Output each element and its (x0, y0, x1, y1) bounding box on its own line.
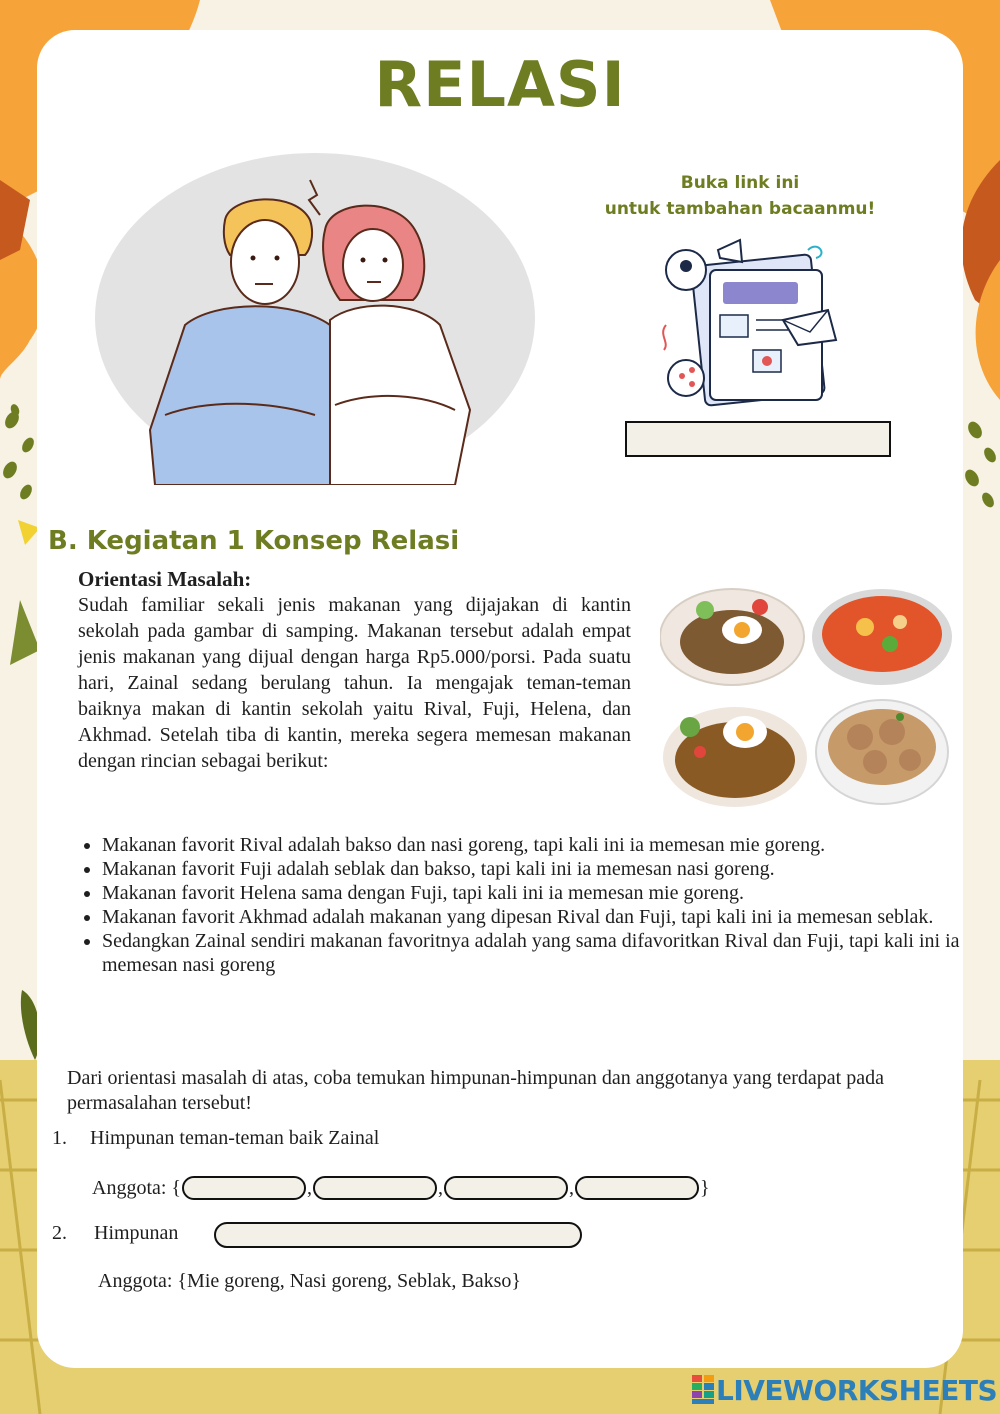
item-1-label: Himpunan teman-teman baik Zainal (90, 1127, 380, 1149)
orientation-label: Orientasi Masalah: (78, 567, 252, 591)
watermark-text: LIVEWORKSHEETS (716, 1373, 998, 1407)
list-item: • Sedangkan Zainal sendiri makanan favoritnya adalah yang sama difavoritkan Rival dan Fuji, tapi kali ini ia memesan nasi goreng (102, 929, 972, 977)
link-url-field[interactable] (625, 421, 891, 457)
item-2-number: 2. (52, 1222, 67, 1244)
comma-separator: , (569, 1176, 575, 1199)
liveworksheets-logo-icon (692, 1375, 716, 1405)
comma-separator: , (307, 1176, 313, 1199)
item-1-members-row (92, 1173, 710, 1203)
item-2-label: Himpunan (94, 1222, 179, 1244)
orientation-paragraph: Sudah familiar sekali jenis makanan yang dijajakan di kantin sekolah pada gambar di samping. Makanan tersebut adalah empat jenis makanan yang dijual dengan harga Rp5.000/porsi. Pada suatu hari, Zainal sedang berulang tahun. Ia mengajak teman-teman baiknya makan di kantin sekolah yaitu Rival, Fuji, Helena, dan Akhmad. Setelah tiba di kantin, mereka segera memesan makanan dengan rincian sebagai berikut: (78, 594, 631, 772)
section-heading: B. Kegiatan 1 Konsep Relasi (48, 526, 460, 556)
food-images (660, 582, 955, 814)
bakso-image (816, 700, 948, 804)
item-1-number: 1. (52, 1127, 67, 1149)
comma-separator: , (438, 1176, 444, 1199)
item-2-members: Anggota: {Mie goreng, Nasi goreng, Seblak, Bakso} (98, 1270, 522, 1292)
seblak-image (812, 589, 952, 685)
order-details-list (78, 833, 972, 977)
document-megaphone-icon (658, 230, 848, 410)
link-prompt-line-1: Buka link ini (680, 173, 800, 193)
nasi-goreng-image (660, 589, 804, 685)
member-answer-4[interactable] (575, 1176, 699, 1200)
member-answer-3[interactable] (444, 1176, 568, 1200)
list-item: • Makanan favorit Helena sama dengan Fuji, tapi kali ini ia memesan mie goreng. (102, 881, 972, 905)
close-brace: } (700, 1176, 710, 1199)
member-answer-1[interactable] (182, 1176, 306, 1200)
liveworksheets-watermark[interactable] (692, 1373, 997, 1407)
arguing-couple-illustration (95, 150, 535, 485)
link-prompt (590, 170, 890, 222)
list-item: • Makanan favorit Akhmad adalah makanan yang dipesan Rival dan Fuji, tapi kali ini ia memesan seblak. (102, 905, 972, 929)
question-prompt: Dari orientasi masalah di atas, coba temukan himpunan-himpunan dan anggotanya yang terdapat pada permasalahan tersebut! (67, 1067, 884, 1114)
list-item: • Makanan favorit Rival adalah bakso dan nasi goreng, tapi kali ini ia memesan mie goreng. (102, 833, 972, 857)
mie-goreng-image (663, 707, 807, 807)
page-title: RELASI (374, 48, 626, 121)
link-prompt-line-2: untuk tambahan bacaanmu! (604, 199, 876, 219)
list-item: • Makanan favorit Fuji adalah seblak dan bakso, tapi kali ini ia memesan nasi goreng. (102, 857, 972, 881)
set-name-answer[interactable] (214, 1222, 582, 1248)
member-answer-2[interactable] (313, 1176, 437, 1200)
anggota-prefix: Anggota: { (92, 1176, 182, 1199)
